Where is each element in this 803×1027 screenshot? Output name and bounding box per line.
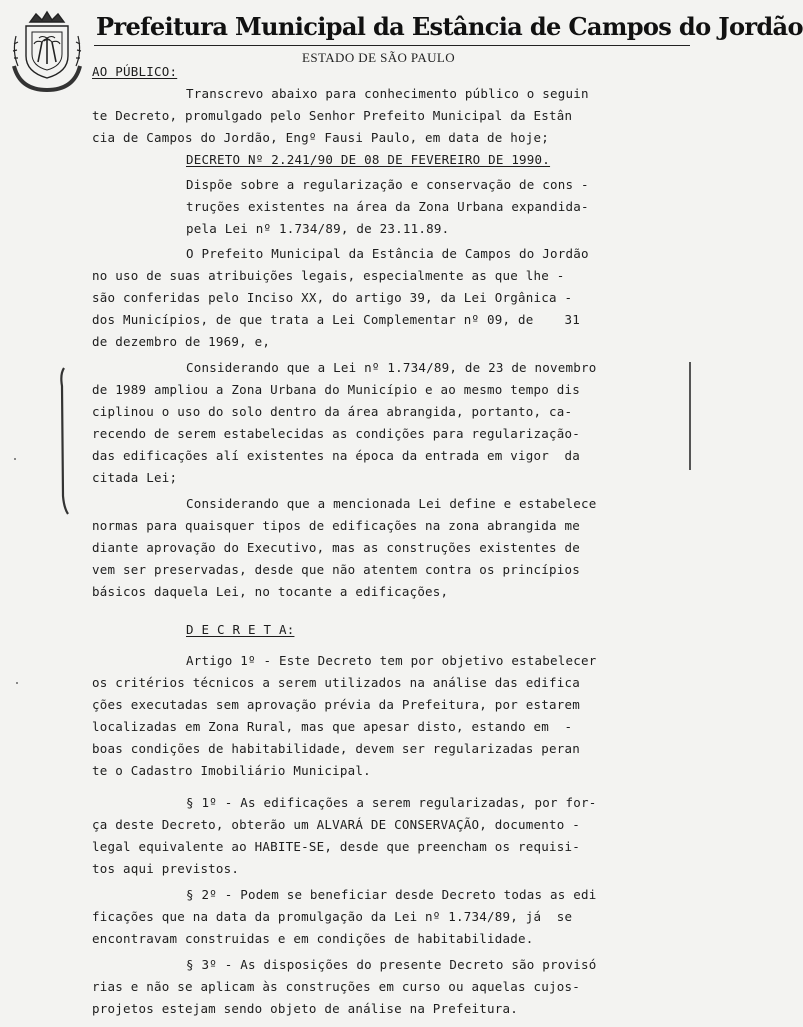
preamble-line-3: são conferidas pelo Inciso XX, do artigo 39, da Lei Orgânica - [92, 290, 573, 305]
article-1-line-4: localizadas em Zona Rural, mas que apesar disto, estando em - [92, 719, 573, 734]
margin-vertical-mark [689, 362, 691, 470]
state-name: ESTADO DE SÃO PAULO [302, 50, 456, 65]
considering-1-line-2: de 1989 ampliou a Zona Urbana do Município e ao mesmo tempo dis [92, 382, 580, 397]
intro-line-2: te Decreto, promulgado pelo Senhor Prefeito Municipal da Estân [92, 108, 573, 123]
scan-speck [16, 682, 18, 684]
decree-heading: DECRETO Nº 2.241/90 DE 08 DE FEVEREIRO DE 1990. [186, 152, 551, 167]
article-1-line-1: Artigo 1º - Este Decreto tem por objetivo estabelecer [186, 653, 597, 668]
municipal-coat-of-arms-icon [8, 6, 86, 94]
article-1-line-3: ções executadas sem aprovação prévia da Prefeitura, por estarem [92, 697, 580, 712]
considering-2-line-2: normas para quaisquer tipos de edificações na zona abrangida me [92, 518, 580, 533]
article-1-line-2: os critérios técnicos a serem utilizados na análise das edifica [92, 675, 580, 690]
preamble-line-4: dos Municípios, de que trata a Lei Complementar nº 09, de 31 [92, 312, 580, 327]
paragraph-1-line-2: ça deste Decreto, obterão um ALVARÁ DE CONSERVAÇÃO, documento - [92, 817, 580, 832]
preamble-line-2: no uso de suas atribuições legais, especialmente as que lhe - [92, 268, 565, 283]
considering-2-line-3: diante aprovação do Executivo, mas as construções existentes de [92, 540, 580, 555]
paragraph-1-line-1: § 1º - As edificações a serem regularizadas, por for- [186, 795, 597, 810]
considering-1-line-1: Considerando que a Lei nº 1.734/89, de 23 de novembro [186, 360, 597, 375]
salutation: AO PÚBLICO: [92, 64, 178, 79]
intro-line-3: cia de Campos do Jordão, Engº Fausi Paulo, em data de hoje; [92, 130, 549, 145]
ementa-line-1: Dispõe sobre a regularização e conservação de cons - [186, 177, 589, 192]
handwritten-margin-bracket [58, 366, 70, 516]
masthead-title: Prefeitura Municipal da Estância de Campos do Jordão [96, 12, 803, 41]
article-1-line-5: boas condições de habitabilidade, devem ser regularizadas peran [92, 741, 580, 756]
scan-speck [14, 458, 16, 460]
paragraph-2-line-2: ficações que na data da promulgação da Lei nº 1.734/89, já se [92, 909, 573, 924]
paragraph-2-line-1: § 2º - Podem se beneficiar desde Decreto todas as edi [186, 887, 597, 902]
preamble-line-1: O Prefeito Municipal da Estância de Campos do Jordão [186, 246, 589, 261]
considering-1-line-6: citada Lei; [92, 470, 178, 485]
paragraph-2-line-3: encontravam construidas e em condições de habitabilidade. [92, 931, 534, 946]
considering-1-line-3: ciplinou o uso do solo dentro da área abrangida, portanto, ca- [92, 404, 573, 419]
article-1-line-6: te o Cadastro Imobiliário Municipal. [92, 763, 371, 778]
ementa-line-3: pela Lei nº 1.734/89, de 23.11.89. [186, 221, 450, 236]
ementa-line-2: truções existentes na área da Zona Urbana expandida- [186, 199, 589, 214]
considering-1-line-5: das edificações alí existentes na época da entrada em vigor da [92, 448, 580, 463]
paragraph-1-line-4: tos aqui previstos. [92, 861, 240, 876]
considering-2-line-5: básicos daquela Lei, no tocante a edificações, [92, 584, 449, 599]
considering-2-line-1: Considerando que a mencionada Lei define e estabelece [186, 496, 597, 511]
paragraph-3-line-3: projetos estejam sendo objeto de análise na Prefeitura. [92, 1001, 519, 1016]
masthead-rule [94, 45, 690, 46]
considering-2-line-4: vem ser preservadas, desde que não atentem contra os princípios [92, 562, 580, 577]
paragraph-3-line-2: rias e não se aplicam às construções em curso ou aquelas cujos- [92, 979, 580, 994]
paragraph-1-line-3: legal equivalente ao HABITE-SE, desde que preencham os requisi- [92, 839, 580, 854]
considering-1-line-4: recendo de serem estabelecidas as condições para regularização- [92, 426, 580, 441]
paragraph-3-line-1: § 3º - As disposições do presente Decreto são provisó [186, 957, 597, 972]
decreta-heading: D E C R E T A: [186, 622, 295, 637]
preamble-line-5: de dezembro de 1969, e, [92, 334, 271, 349]
intro-line-1: Transcrevo abaixo para conhecimento público o seguin [186, 86, 589, 101]
